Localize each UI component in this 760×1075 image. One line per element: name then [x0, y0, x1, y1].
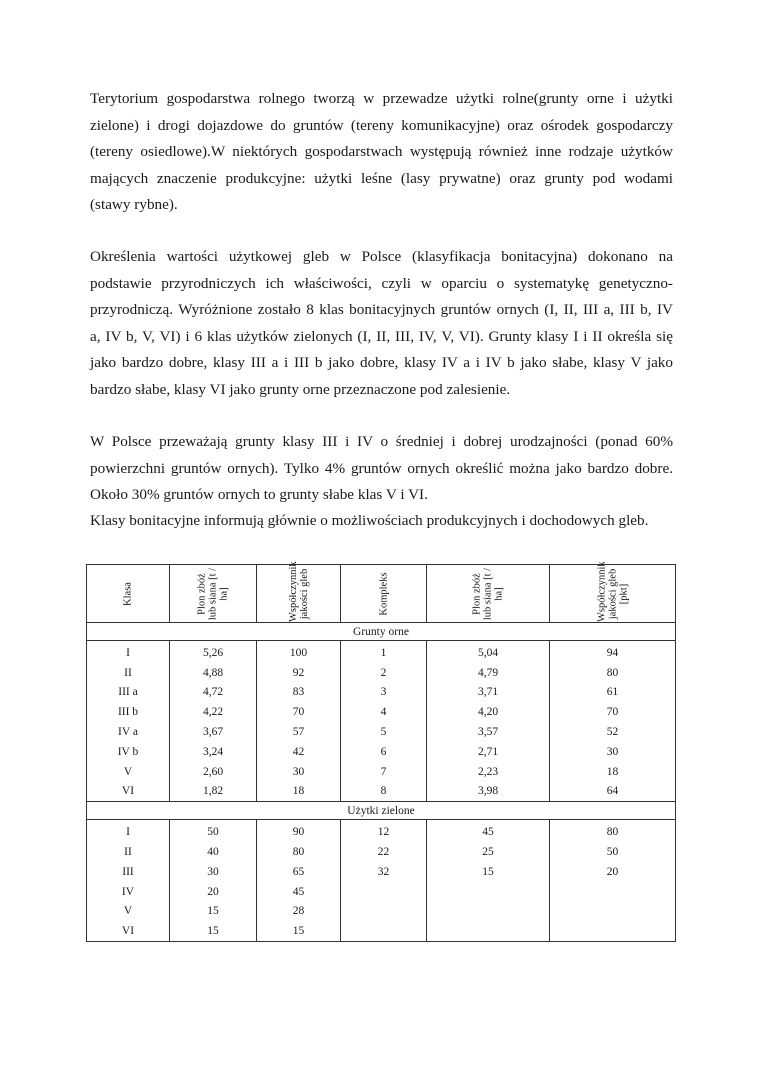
table-row [87, 862, 676, 882]
text-line: W Polsce przeważają grunty klasy III i IV o średniej i dobrej urodzajności (ponad 60% [90, 433, 673, 450]
table-cell: 8 [341, 782, 427, 802]
table-cell: 61 [550, 683, 676, 703]
table-cell [550, 902, 676, 922]
table-cell: 4,88 [170, 663, 257, 683]
table-cell [341, 882, 427, 902]
section-title: Grunty orne [87, 623, 676, 641]
table-cell: III [87, 862, 170, 882]
table-cell: 30 [257, 762, 341, 782]
table-cell: 3,71 [427, 683, 550, 703]
table-cell [341, 921, 427, 941]
table-cell: 70 [550, 702, 676, 722]
table-cell: 5,04 [427, 641, 550, 663]
table-cell [427, 882, 550, 902]
text-line: powierzchni gruntów ornych). Tylko 4% gruntów ornych określić można jako bardzo dobre. [90, 459, 673, 477]
table-row [87, 722, 676, 742]
text-line: Około 30% gruntów ornych to grunty słabe klas V i VI. [90, 486, 428, 503]
table-cell: 2,23 [427, 762, 550, 782]
table-cell: VI [87, 782, 170, 802]
table-row [87, 842, 676, 862]
table-cell: I [87, 641, 170, 663]
table-cell [550, 921, 676, 941]
table-cell: 92 [257, 663, 341, 683]
table-cell [427, 902, 550, 922]
table-cell [341, 902, 427, 922]
table-cell: 15 [427, 862, 550, 882]
table-cell: V [87, 902, 170, 922]
text-line: zielone) i drogi dojazdowe do gruntów (tereny komunikacyjne) oraz ośrodek gospodarczy [90, 116, 673, 134]
table-cell: 25 [427, 842, 550, 862]
table-row [87, 641, 676, 663]
table-cell: 50 [170, 820, 257, 842]
text-line: Określenia wartości użytkowej gleb w Polsce (klasyfikacja bonitacyjna) dokonano na [90, 248, 673, 265]
table-cell: 90 [257, 820, 341, 842]
table-cell: 32 [341, 862, 427, 882]
table-cell: 15 [257, 921, 341, 941]
table-cell: 52 [550, 722, 676, 742]
table-cell: 70 [257, 702, 341, 722]
table-cell: 15 [170, 902, 257, 922]
text-line: podstawie przyrodniczych ich właściwości, czyli w oparciu o systematykę genetyczno- [90, 274, 673, 292]
table-row [87, 820, 676, 842]
table-cell: IV [87, 882, 170, 902]
table-cell: 80 [550, 663, 676, 683]
paragraph-class-info [90, 508, 673, 535]
table-row [87, 702, 676, 722]
table-cell: 94 [550, 641, 676, 663]
table-cell: 4,20 [427, 702, 550, 722]
table-cell: II [87, 842, 170, 862]
table-cell: 3,98 [427, 782, 550, 802]
text-line: (tereny osiedlowe).W niektórych gospodarstwach występują również inne rodzaje użytków [90, 143, 673, 160]
table-cell [550, 882, 676, 902]
table-cell: 2 [341, 663, 427, 683]
table-cell: V [87, 762, 170, 782]
table-cell: 6 [341, 742, 427, 762]
header-cell: Klasa [87, 565, 170, 623]
table-cell: 3,24 [170, 742, 257, 762]
paragraph-soil-classification [90, 244, 673, 403]
table-cell: III a [87, 683, 170, 703]
table-cell: 83 [257, 683, 341, 703]
table-cell: 4 [341, 702, 427, 722]
table-cell: 50 [550, 842, 676, 862]
header-cell: Plon zbóż lub siana [t / ha] [170, 565, 257, 623]
table-row [87, 921, 676, 941]
table-cell: 57 [257, 722, 341, 742]
table-cell: 42 [257, 742, 341, 762]
table-cell [427, 921, 550, 941]
table-cell: III b [87, 702, 170, 722]
table-cell: 3,67 [170, 722, 257, 742]
table-cell: 40 [170, 842, 257, 862]
text-line: mających znaczenie produkcyjne: użytki leśne (lasy prywatne) oraz grunty pod wodami [90, 169, 673, 187]
header-cell: Kompleks [341, 565, 427, 623]
table-cell: 4,72 [170, 683, 257, 703]
table-cell: 80 [257, 842, 341, 862]
text-line: przyrodniczą. Wyróżnione zostało 8 klas bonitacyjnych gruntów ornych (I, II, III a, III b, IV [90, 301, 673, 318]
table-row [87, 902, 676, 922]
text-line: Terytorium gospodarstwa rolnego tworzą w przewadze użytki rolne(grunty orne i użytki [90, 90, 673, 107]
table-cell: 1 [341, 641, 427, 663]
section-title: Użytki zielone [87, 802, 676, 820]
table-cell: 20 [170, 882, 257, 902]
paragraph-farm-territory [90, 86, 673, 219]
table-cell: I [87, 820, 170, 842]
table-cell: 5,26 [170, 641, 257, 663]
header-cell: Plon zbóż lub siana [t / ha] [427, 565, 550, 623]
table-cell: 3,57 [427, 722, 550, 742]
table-cell: 22 [341, 842, 427, 862]
table-cell: 45 [427, 820, 550, 842]
table-cell: 65 [257, 862, 341, 882]
table-cell: IV a [87, 722, 170, 742]
table-cell: 64 [550, 782, 676, 802]
table-section-row [87, 802, 676, 820]
table-cell: 28 [257, 902, 341, 922]
table-cell: 1,82 [170, 782, 257, 802]
table-cell: 4,22 [170, 702, 257, 722]
text-line: a, IV b, V, VI) i 6 klas użytków zielonych (I, II, III, IV, V, VI). Grunty klasy I i II określa się [90, 327, 673, 345]
table-cell: 5 [341, 722, 427, 742]
header-cell: Współczynnik jakości gleb [pkt] [550, 565, 676, 623]
text-line: jako bardzo dobre, klasy III a i III b jako dobre, klasy IV a i IV b jako słabe, klasy V jako [90, 354, 673, 371]
table-cell: 4,79 [427, 663, 550, 683]
paragraph-soil-distribution [90, 429, 673, 509]
table-row [87, 663, 676, 683]
table-cell: 15 [170, 921, 257, 941]
table-cell: 2,60 [170, 762, 257, 782]
table-cell: 100 [257, 641, 341, 663]
text-line: Klasy bonitacyjne informują głównie o możliwościach produkcyjnych i dochodowych gleb. [90, 512, 649, 529]
table-cell: 12 [341, 820, 427, 842]
table-cell: 3 [341, 683, 427, 703]
table-row [87, 882, 676, 902]
table-cell: 18 [550, 762, 676, 782]
table-row [87, 782, 676, 802]
table-row [87, 742, 676, 762]
table-body [87, 623, 676, 942]
table-cell: VI [87, 921, 170, 941]
table-cell: 45 [257, 882, 341, 902]
table-section-row [87, 623, 676, 641]
table-cell: 2,71 [427, 742, 550, 762]
soil-class-table [86, 560, 676, 942]
table-cell: 20 [550, 862, 676, 882]
text-line: bardzo słabe, klasy VI jako grunty orne przeznaczone pod zalesienie. [90, 380, 511, 398]
table-cell: 80 [550, 820, 676, 842]
table-cell: IV b [87, 742, 170, 762]
header-cell: Współczynnik jakości gleb [257, 565, 341, 623]
table-cell: 30 [170, 862, 257, 882]
table-cell: 18 [257, 782, 341, 802]
table-row [87, 683, 676, 703]
table-cell: 7 [341, 762, 427, 782]
table-row [87, 762, 676, 782]
table-cell: II [87, 663, 170, 683]
table-cell: 30 [550, 742, 676, 762]
table-header-row [87, 565, 676, 623]
text-line: (stawy rybne). [90, 196, 178, 213]
